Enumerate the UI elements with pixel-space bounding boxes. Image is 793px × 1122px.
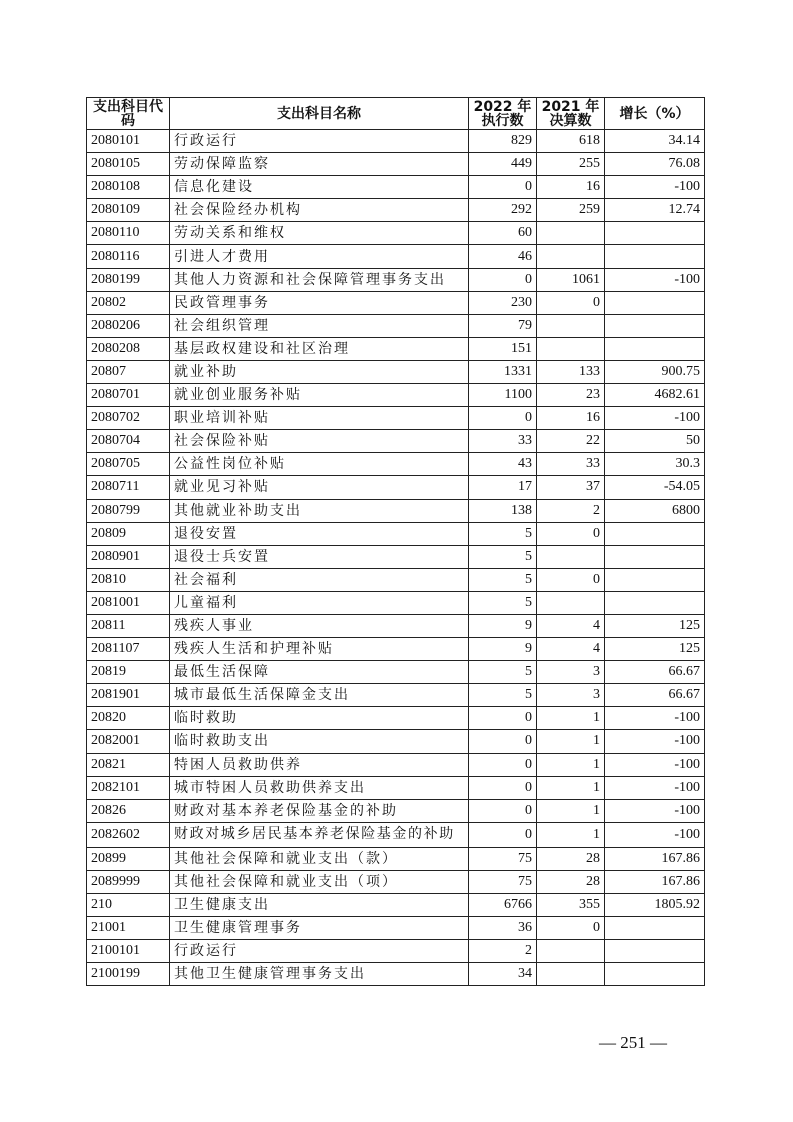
cell-code: 2080105 bbox=[87, 153, 170, 176]
table-row bbox=[87, 591, 705, 614]
cell-name: 行政运行 bbox=[170, 940, 469, 963]
cell-2022: 1331 bbox=[469, 360, 537, 383]
cell-2022: 5 bbox=[469, 568, 537, 591]
cell-2021: 33 bbox=[537, 453, 605, 476]
cell-2022: 0 bbox=[469, 822, 537, 847]
cell-growth bbox=[605, 591, 705, 614]
cell-2021: 0 bbox=[537, 917, 605, 940]
cell-name: 职业培训补贴 bbox=[170, 407, 469, 430]
cell-2022: 0 bbox=[469, 707, 537, 730]
cell-growth: 66.67 bbox=[605, 661, 705, 684]
table-row bbox=[87, 799, 705, 822]
cell-growth: 30.3 bbox=[605, 453, 705, 476]
cell-2021: 23 bbox=[537, 384, 605, 407]
cell-code: 2080206 bbox=[87, 314, 170, 337]
cell-code: 2080701 bbox=[87, 384, 170, 407]
cell-2022: 60 bbox=[469, 222, 537, 245]
cell-2022: 2 bbox=[469, 940, 537, 963]
table-row bbox=[87, 894, 705, 917]
cell-growth: -100 bbox=[605, 776, 705, 799]
header-2021: 2021 年决算数 bbox=[537, 98, 605, 130]
cell-code: 2080116 bbox=[87, 245, 170, 268]
cell-code: 2080208 bbox=[87, 337, 170, 360]
cell-code: 20802 bbox=[87, 291, 170, 314]
cell-2022: 829 bbox=[469, 130, 537, 153]
cell-2021: 2 bbox=[537, 499, 605, 522]
cell-2021 bbox=[537, 963, 605, 986]
cell-growth bbox=[605, 963, 705, 986]
cell-name: 退役士兵安置 bbox=[170, 545, 469, 568]
cell-code: 2081901 bbox=[87, 684, 170, 707]
cell-growth: 1805.92 bbox=[605, 894, 705, 917]
table-row bbox=[87, 522, 705, 545]
cell-code: 2080705 bbox=[87, 453, 170, 476]
cell-2021: 4 bbox=[537, 638, 605, 661]
table-row bbox=[87, 847, 705, 870]
cell-code: 2082602 bbox=[87, 822, 170, 847]
cell-growth: -100 bbox=[605, 268, 705, 291]
cell-2022: 0 bbox=[469, 753, 537, 776]
cell-code: 2080704 bbox=[87, 430, 170, 453]
table-row bbox=[87, 314, 705, 337]
table-row bbox=[87, 384, 705, 407]
cell-growth bbox=[605, 522, 705, 545]
cell-growth bbox=[605, 917, 705, 940]
cell-growth bbox=[605, 568, 705, 591]
page-number: — 251 — bbox=[599, 1033, 667, 1052]
cell-2021 bbox=[537, 245, 605, 268]
cell-name: 财政对城乡居民基本养老保险基金的补助 bbox=[170, 822, 469, 847]
cell-2021 bbox=[537, 337, 605, 360]
cell-growth: 167.86 bbox=[605, 847, 705, 870]
cell-2021: 255 bbox=[537, 153, 605, 176]
table-row bbox=[87, 917, 705, 940]
cell-2022: 230 bbox=[469, 291, 537, 314]
table-row bbox=[87, 871, 705, 894]
cell-2022: 36 bbox=[469, 917, 537, 940]
cell-name: 卫生健康管理事务 bbox=[170, 917, 469, 940]
cell-2022: 46 bbox=[469, 245, 537, 268]
cell-code: 2082001 bbox=[87, 730, 170, 753]
cell-name: 最低生活保障 bbox=[170, 661, 469, 684]
cell-2022: 0 bbox=[469, 799, 537, 822]
header-2022: 2022 年执行数 bbox=[469, 98, 537, 130]
cell-name: 就业补助 bbox=[170, 360, 469, 383]
cell-2022: 5 bbox=[469, 591, 537, 614]
cell-2021: 37 bbox=[537, 476, 605, 499]
header-growth: 增长（%） bbox=[605, 98, 705, 130]
cell-code: 20810 bbox=[87, 568, 170, 591]
cell-name: 城市特困人员救助供养支出 bbox=[170, 776, 469, 799]
cell-2021: 0 bbox=[537, 568, 605, 591]
table-row bbox=[87, 430, 705, 453]
table-row bbox=[87, 822, 705, 847]
table-row bbox=[87, 568, 705, 591]
cell-code: 2080799 bbox=[87, 499, 170, 522]
cell-2022: 43 bbox=[469, 453, 537, 476]
table-row bbox=[87, 614, 705, 637]
cell-2022: 5 bbox=[469, 684, 537, 707]
table-row bbox=[87, 753, 705, 776]
cell-2022: 0 bbox=[469, 268, 537, 291]
cell-code: 2082101 bbox=[87, 776, 170, 799]
cell-name: 退役安置 bbox=[170, 522, 469, 545]
cell-name: 儿童福利 bbox=[170, 591, 469, 614]
cell-2022: 34 bbox=[469, 963, 537, 986]
cell-growth: 50 bbox=[605, 430, 705, 453]
cell-code: 2080108 bbox=[87, 176, 170, 199]
cell-code: 20821 bbox=[87, 753, 170, 776]
cell-2021: 1 bbox=[537, 707, 605, 730]
cell-growth: 12.74 bbox=[605, 199, 705, 222]
cell-code: 2080199 bbox=[87, 268, 170, 291]
cell-code: 2080101 bbox=[87, 130, 170, 153]
cell-name: 信息化建设 bbox=[170, 176, 469, 199]
table-row bbox=[87, 222, 705, 245]
cell-2022: 449 bbox=[469, 153, 537, 176]
cell-name: 城市最低生活保障金支出 bbox=[170, 684, 469, 707]
table-row bbox=[87, 499, 705, 522]
cell-2021: 22 bbox=[537, 430, 605, 453]
cell-2022: 5 bbox=[469, 545, 537, 568]
cell-name: 其他卫生健康管理事务支出 bbox=[170, 963, 469, 986]
table-row bbox=[87, 407, 705, 430]
cell-2021: 16 bbox=[537, 176, 605, 199]
table-row bbox=[87, 130, 705, 153]
cell-2022: 5 bbox=[469, 522, 537, 545]
cell-name: 公益性岗位补贴 bbox=[170, 453, 469, 476]
cell-name: 临时救助支出 bbox=[170, 730, 469, 753]
cell-code: 2081107 bbox=[87, 638, 170, 661]
cell-2022: 1100 bbox=[469, 384, 537, 407]
cell-2021: 0 bbox=[537, 522, 605, 545]
cell-growth bbox=[605, 545, 705, 568]
cell-2021: 618 bbox=[537, 130, 605, 153]
cell-code: 2100199 bbox=[87, 963, 170, 986]
cell-code: 2080702 bbox=[87, 407, 170, 430]
cell-name: 临时救助 bbox=[170, 707, 469, 730]
cell-2022: 151 bbox=[469, 337, 537, 360]
cell-code: 20820 bbox=[87, 707, 170, 730]
cell-growth bbox=[605, 940, 705, 963]
cell-name: 特困人员救助供养 bbox=[170, 753, 469, 776]
cell-2021 bbox=[537, 222, 605, 245]
cell-2022: 17 bbox=[469, 476, 537, 499]
cell-2022: 0 bbox=[469, 176, 537, 199]
cell-name: 社会保险经办机构 bbox=[170, 199, 469, 222]
cell-name: 卫生健康支出 bbox=[170, 894, 469, 917]
cell-code: 2081001 bbox=[87, 591, 170, 614]
cell-growth: -100 bbox=[605, 822, 705, 847]
table-row bbox=[87, 199, 705, 222]
cell-code: 20899 bbox=[87, 847, 170, 870]
table-row bbox=[87, 963, 705, 986]
cell-2021 bbox=[537, 314, 605, 337]
cell-name: 其他社会保障和就业支出（款） bbox=[170, 847, 469, 870]
cell-2022: 33 bbox=[469, 430, 537, 453]
table-row bbox=[87, 776, 705, 799]
table-row bbox=[87, 291, 705, 314]
cell-2022: 75 bbox=[469, 871, 537, 894]
cell-2021: 28 bbox=[537, 871, 605, 894]
cell-growth bbox=[605, 314, 705, 337]
table-row bbox=[87, 268, 705, 291]
cell-2022: 292 bbox=[469, 199, 537, 222]
cell-2021: 1 bbox=[537, 799, 605, 822]
cell-code: 2080901 bbox=[87, 545, 170, 568]
table-row bbox=[87, 684, 705, 707]
header-code: 支出科目代码 bbox=[87, 98, 170, 130]
cell-name: 劳动保障监察 bbox=[170, 153, 469, 176]
table-header-row bbox=[87, 98, 705, 130]
cell-code: 2100101 bbox=[87, 940, 170, 963]
expenditure-table bbox=[86, 97, 705, 986]
cell-2022: 9 bbox=[469, 614, 537, 637]
cell-code: 21001 bbox=[87, 917, 170, 940]
cell-code: 20809 bbox=[87, 522, 170, 545]
cell-name: 就业见习补贴 bbox=[170, 476, 469, 499]
cell-name: 引进人才费用 bbox=[170, 245, 469, 268]
cell-2022: 5 bbox=[469, 661, 537, 684]
cell-name: 就业创业服务补贴 bbox=[170, 384, 469, 407]
cell-2021 bbox=[537, 545, 605, 568]
table-row bbox=[87, 730, 705, 753]
table-row bbox=[87, 661, 705, 684]
cell-2021: 1 bbox=[537, 730, 605, 753]
cell-2022: 79 bbox=[469, 314, 537, 337]
cell-2021: 4 bbox=[537, 614, 605, 637]
cell-growth: 66.67 bbox=[605, 684, 705, 707]
cell-2021: 259 bbox=[537, 199, 605, 222]
cell-growth: 34.14 bbox=[605, 130, 705, 153]
cell-name: 其他就业补助支出 bbox=[170, 499, 469, 522]
cell-2022: 0 bbox=[469, 730, 537, 753]
cell-growth: -100 bbox=[605, 176, 705, 199]
table-row bbox=[87, 476, 705, 499]
table-row bbox=[87, 360, 705, 383]
cell-2022: 75 bbox=[469, 847, 537, 870]
cell-name: 其他人力资源和社会保障管理事务支出 bbox=[170, 268, 469, 291]
cell-name: 其他社会保障和就业支出（项） bbox=[170, 871, 469, 894]
cell-growth: -100 bbox=[605, 799, 705, 822]
table-row bbox=[87, 337, 705, 360]
cell-2021 bbox=[537, 591, 605, 614]
cell-code: 210 bbox=[87, 894, 170, 917]
cell-growth: 76.08 bbox=[605, 153, 705, 176]
cell-2021: 1 bbox=[537, 753, 605, 776]
cell-name: 残疾人事业 bbox=[170, 614, 469, 637]
cell-growth: -100 bbox=[605, 753, 705, 776]
cell-code: 20819 bbox=[87, 661, 170, 684]
cell-2022: 6766 bbox=[469, 894, 537, 917]
cell-growth bbox=[605, 291, 705, 314]
table-row bbox=[87, 707, 705, 730]
cell-growth: -54.05 bbox=[605, 476, 705, 499]
cell-name: 行政运行 bbox=[170, 130, 469, 153]
table-row bbox=[87, 638, 705, 661]
cell-2021: 1 bbox=[537, 776, 605, 799]
cell-2021: 28 bbox=[537, 847, 605, 870]
cell-growth: 125 bbox=[605, 638, 705, 661]
cell-growth bbox=[605, 222, 705, 245]
cell-code: 2089999 bbox=[87, 871, 170, 894]
cell-growth bbox=[605, 337, 705, 360]
cell-2022: 138 bbox=[469, 499, 537, 522]
cell-2021: 0 bbox=[537, 291, 605, 314]
cell-2021: 3 bbox=[537, 684, 605, 707]
cell-growth bbox=[605, 245, 705, 268]
cell-2021: 16 bbox=[537, 407, 605, 430]
table-row bbox=[87, 245, 705, 268]
cell-2022: 0 bbox=[469, 407, 537, 430]
cell-code: 2080711 bbox=[87, 476, 170, 499]
cell-growth: -100 bbox=[605, 407, 705, 430]
table-body bbox=[87, 130, 705, 986]
cell-growth: 4682.61 bbox=[605, 384, 705, 407]
cell-name: 社会保险补贴 bbox=[170, 430, 469, 453]
header-name: 支出科目名称 bbox=[170, 98, 469, 130]
cell-growth: -100 bbox=[605, 707, 705, 730]
cell-2021: 133 bbox=[537, 360, 605, 383]
cell-2021: 1 bbox=[537, 822, 605, 847]
cell-2021: 355 bbox=[537, 894, 605, 917]
cell-2021: 3 bbox=[537, 661, 605, 684]
cell-growth: 6800 bbox=[605, 499, 705, 522]
cell-code: 20811 bbox=[87, 614, 170, 637]
cell-name: 民政管理事务 bbox=[170, 291, 469, 314]
cell-growth: -100 bbox=[605, 730, 705, 753]
cell-name: 社会福利 bbox=[170, 568, 469, 591]
table-row bbox=[87, 153, 705, 176]
cell-2021: 1061 bbox=[537, 268, 605, 291]
table-row bbox=[87, 545, 705, 568]
cell-code: 20826 bbox=[87, 799, 170, 822]
cell-name: 残疾人生活和护理补贴 bbox=[170, 638, 469, 661]
cell-growth: 900.75 bbox=[605, 360, 705, 383]
cell-2022: 0 bbox=[469, 776, 537, 799]
table-row bbox=[87, 940, 705, 963]
cell-name: 财政对基本养老保险基金的补助 bbox=[170, 799, 469, 822]
table-row bbox=[87, 453, 705, 476]
cell-2022: 9 bbox=[469, 638, 537, 661]
table-row bbox=[87, 176, 705, 199]
cell-growth: 167.86 bbox=[605, 871, 705, 894]
cell-name: 社会组织管理 bbox=[170, 314, 469, 337]
cell-growth: 125 bbox=[605, 614, 705, 637]
cell-2021 bbox=[537, 940, 605, 963]
cell-code: 2080109 bbox=[87, 199, 170, 222]
cell-name: 基层政权建设和社区治理 bbox=[170, 337, 469, 360]
cell-code: 20807 bbox=[87, 360, 170, 383]
cell-name: 劳动关系和维权 bbox=[170, 222, 469, 245]
cell-code: 2080110 bbox=[87, 222, 170, 245]
